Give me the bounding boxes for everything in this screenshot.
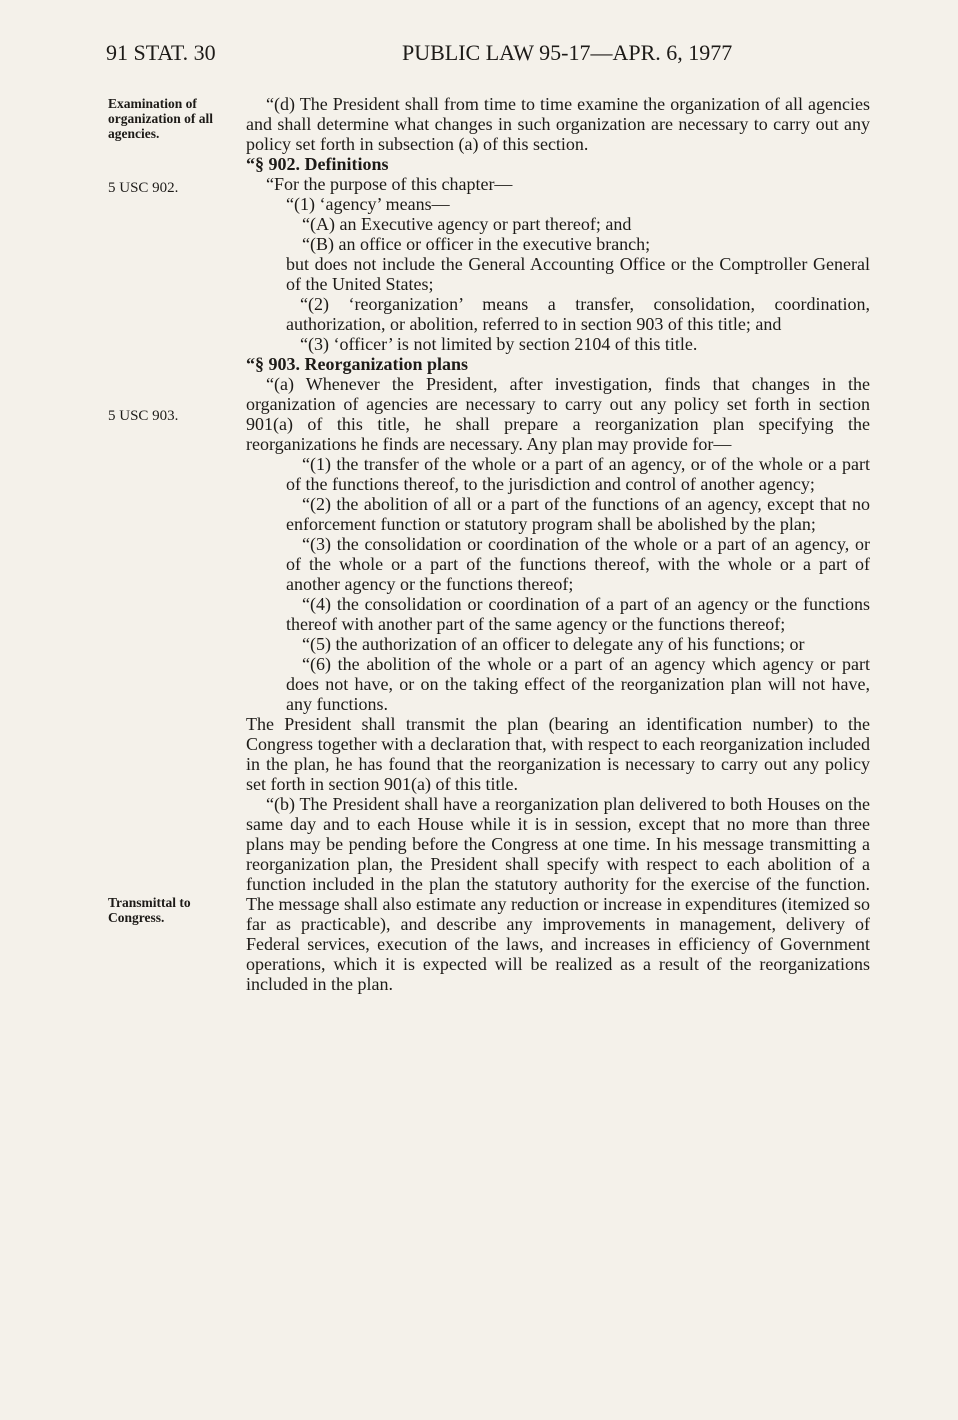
definition-agency: “(1) ‘agency’ means—	[286, 194, 450, 214]
definitions-intro: “For the purpose of this chapter—	[266, 174, 513, 194]
margin-note-usc-902: 5 USC 902.	[108, 180, 179, 196]
definition-agency-exclusion: but does not include the General Accounting Office or the Comptroller General of the United States;	[286, 254, 870, 294]
clause-5: “(5) the authorization of an officer to delegate any of his functions; or	[302, 634, 805, 654]
definition-agency-a: “(A) an Executive agency or part thereof; and	[302, 214, 632, 234]
definition-officer: “(3) ‘officer’ is not limited by section 2104 of this title.	[300, 334, 698, 354]
clause-1: “(1) the transfer of the whole or a part of an agency, or of the whole or a part of the functions thereof, to the jurisdiction and control of another agency;	[286, 454, 870, 494]
clause-2: “(2) the abolition of all or a part of the functions of an agency, except that no enforcement function or statutory program shall be abolished by the plan;	[286, 494, 870, 534]
paragraph-a: “(a) Whenever the President, after investigation, finds that changes in the organization of agencies are necessary to carry out any policy set forth in section 901(a) of this title, he shall prepare a reorganization plan specifying the reorganizations he finds are necessary. Any plan may provide for—	[246, 374, 870, 454]
statute-text	[246, 94, 870, 994]
page-header	[106, 40, 876, 70]
clause-4: “(4) the consolidation or coordination of a part of an agency or the functions thereof with another part of the same agency or the functions thereof;	[286, 594, 870, 634]
definition-reorganization: “(2) ‘reorganization’ means a transfer, consolidation, coordination, authorization, or abolition, referred to in section 903 of this title; and	[286, 294, 870, 334]
transmittal-paragraph: The President shall transmit the plan (bearing an identification number) to the Congress together with a declaration that, with respect to each reorganization included in the plan, he has found that the reorganization is necessary to carry out any policy set forth in section 901(a) of this title.	[246, 714, 870, 794]
clause-6: “(6) the abolition of the whole or a part of an agency which agency or part does not have, or on the taking effect of the reorganization plan will not have, any functions.	[286, 654, 870, 714]
margin-note-examination: Examination of organization of all agencies.	[108, 96, 213, 141]
clause-3: “(3) the consolidation or coordination of the whole or a part of an agency, or of the whole or a part of the functions thereof, with the whole or a part of another agency or the functions thereof;	[286, 534, 870, 594]
paragraph-b: “(b) The President shall have a reorganization plan delivered to both Houses on the same day and to each House while it is in session, except that no more than three plans may be pending before the Congress at one time. In his message transmitting a reorganization plan, the President shall specify with respect to each abolition of a function included in the plan the statutory authority for the exercise of the function. The message shall also estimate any reduction or increase in expenditures (itemized so far as practicable), and describe any improvements in management, delivery of Federal services, execution of the laws, and increases in efficiency of Government operations, which it is expected will be realized as a result of the reorganizations included in the plan.	[246, 794, 870, 994]
definition-agency-b: “(B) an office or officer in the executive branch;	[302, 234, 651, 254]
running-head: PUBLIC LAW 95-17—APR. 6, 1977	[402, 40, 733, 65]
section-903-heading: “§ 903. Reorganization plans	[246, 354, 469, 374]
paragraph-d: “(d) The President shall from time to time examine the organization of all agencies and shall determine what changes in such organization are necessary to carry out any policy set forth in subsection (a) of this section.	[246, 94, 870, 154]
section-902-heading: “§ 902. Definitions	[246, 154, 389, 174]
statute-page-number: 91 STAT. 30	[106, 40, 216, 65]
margin-note-transmittal: Transmittal to Congress.	[108, 895, 191, 925]
margin-note-usc-903: 5 USC 903.	[108, 408, 179, 424]
